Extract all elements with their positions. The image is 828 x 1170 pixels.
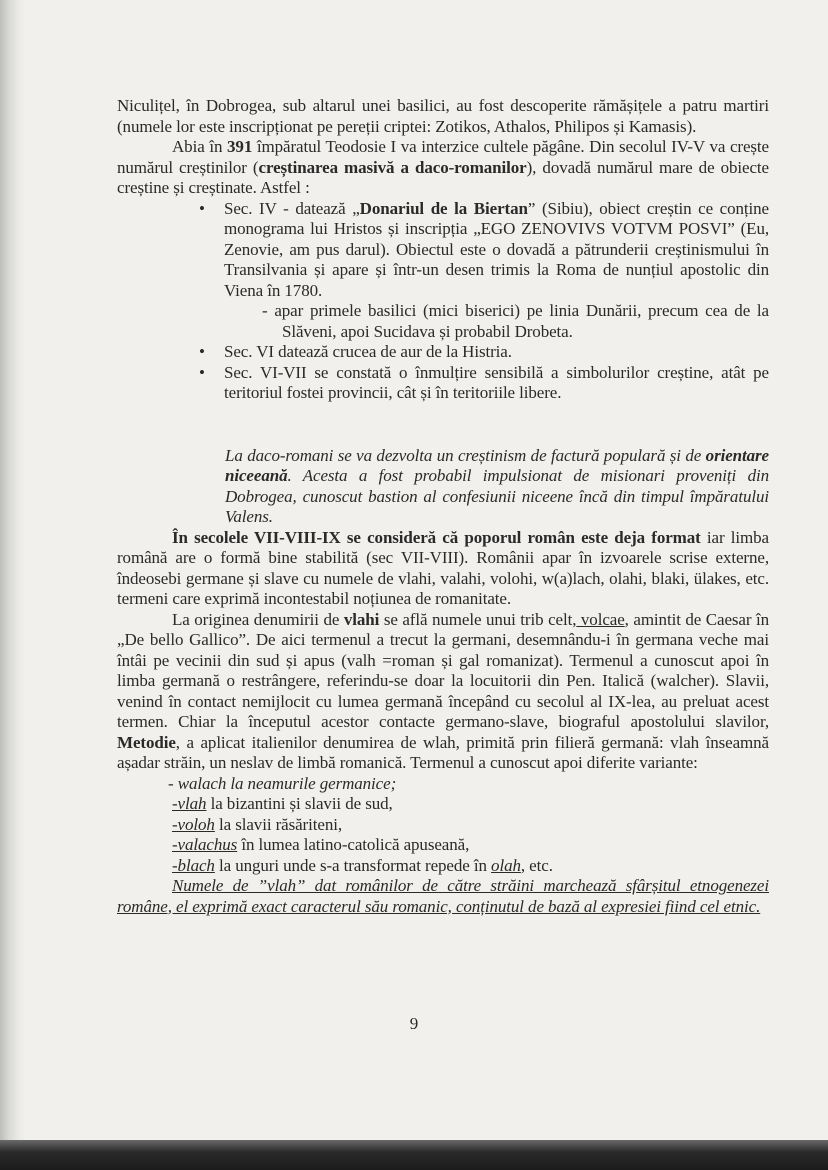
underlined-term: volcae (576, 609, 625, 629)
bold-phrase: În secolele VII-VIII-IX se consideră că poporul român este deja format (172, 527, 701, 547)
page-number: 9 (409, 1014, 419, 1033)
variant-term: -vlah (172, 794, 207, 813)
bold-phrase: Metodie (117, 732, 176, 752)
sub-item-basilici (262, 301, 769, 342)
bullet-icon: • (199, 342, 205, 361)
closing-statement (117, 876, 769, 917)
text-run: Sec. VI datează crucea de aur de la Histria. (224, 342, 512, 361)
text-run: se află numele unui trib celt, (379, 609, 577, 629)
text-run: , amintit de Caesar în „De bello Gallico”. De aici termenul a trecut la germani, desemnându-i în germana veche mai întâi pe vecinii din sud și apus (valh =roman și gal romanizat). Termenul a cunoscut apoi în limba germană o restrângere, referindu-se doar la locuitorii din Pen. Italică (walcher). Slavii, venind în contact nemijlocit cu lumea germană începând cu secolul al IX-lea, au preluat acest termen. Chiar la începutul acestor contacte germano-slave, biograful apostolului slavilor, (117, 609, 769, 731)
text-run: la bizantini și slavii de sud, (206, 794, 393, 813)
text-run: Sec. IV - datează „ (224, 198, 360, 218)
bold-phrase: Donariul de la Biertan (359, 198, 528, 218)
paragraph-teodosie (117, 137, 769, 199)
bullet-list (117, 342, 769, 404)
italic-quote (225, 446, 769, 528)
text-run: ), dovadă numărul mare de obiecte creștine și creștinate. Astfel : (117, 157, 769, 197)
text-run: Abia în (172, 137, 228, 156)
bullet-icon: • (199, 362, 205, 382)
paragraph-secolele (117, 528, 769, 610)
bullet-item-sec-vi (199, 342, 769, 363)
year-391: 391 (227, 137, 253, 156)
bold-phrase: creștinarea masivă a daco-romanilor (258, 157, 527, 177)
variant-item (117, 794, 769, 815)
bold-phrase: orientare niceeană (225, 445, 769, 485)
variant-term: -voloh (172, 814, 215, 834)
text-run: la slavii răsăriteni, (214, 814, 342, 834)
variant-item (117, 774, 769, 795)
page-body (117, 96, 769, 917)
text-run: . Acesta a fost probabil impulsionat de misionari proveniți din Dobrogea, cunoscut bastion al confesiunii niceene încă din timpul împăratului Valens. (225, 466, 769, 526)
variant-item (117, 835, 769, 856)
text-run: împăratul Teodosie I va interzice cultele păgâne. Din secolul IV-V va crește numărul creștinilor ( (117, 137, 769, 177)
text-run: ” (Sibiu), obiect creștin ce conține monograma lui Hristos și inscripția „EGO ZENOVIVS VOTVM POSVI” (Eu, Zenovie, am pus darul). Obiectul este o dovadă a pătrunderii creștinismului în Transilvania și apare și într-un desen trimis la Roma de nunțiul apostolic din Viena în 1780. (224, 198, 769, 300)
text-run: , a aplicat italienilor denumirea de wlah, primită prin filieră germană: vlah înseamnă așadar străin, un neslav de limbă romanică. Termenul a cunoscut apoi diferite variante: (117, 732, 769, 772)
bullet-item-sec-vi-vii (199, 362, 769, 404)
variant-term: olah (491, 855, 521, 875)
variant-term: -valachus (172, 835, 238, 854)
scan-edge-shadow (0, 0, 26, 1140)
bullet-icon: • (199, 198, 205, 218)
text-run: la unguri unde s-a transformat repede în (214, 855, 492, 875)
text-run: Numele de ”vlah” dat românilor de către străini marchează sfârșitul etnogenezei române, el exprimă exact caracterul său romanic, conținutul de bază al expresiei fiind cel etnic. (117, 876, 769, 916)
variant-item (117, 815, 769, 836)
variant-term: - walach la neamurile germanice; (168, 773, 397, 793)
variant-list (117, 774, 769, 877)
paragraph-originea (117, 610, 769, 774)
text-run: - apar primele basilici (mici biserici) pe linia Dunării, precum cea de la Slăveni, apoi Sucidava și probabil Drobeta. (262, 301, 769, 341)
bullet-list (117, 199, 769, 302)
bold-phrase: vlahi (343, 609, 380, 629)
paragraph-niculitel: Niculițel, în Dobrogea, sub altarul unei basilici, au fost descoperite rămășițele a patru martiri (numele lor este inscripționat pe pereții criptei: Zotikos, Athalos, Philipos și Kamasis). (117, 96, 769, 136)
text-run: La daco-romani se va dezvolta un creștinism de factură populară și de (225, 445, 706, 465)
text-run: La originea denumirii de (172, 609, 344, 629)
variant-term: -blach (172, 855, 215, 875)
text-run: , etc. (520, 855, 553, 875)
bullet-item-sec-iv (199, 198, 769, 302)
scan-bottom-edge (0, 1140, 828, 1170)
variant-item (117, 856, 769, 877)
text-run: Sec. VI-VII se constată o înmulțire sensibilă a simbolurilor creștine, atât pe teritoriul fostei provincii, cât și în teritoriile libere. (224, 362, 769, 402)
text-run: iar limba română are o formă bine stabilită (sec VII-VIII). Românii apar în izvoarele scrise externe, îndeosebi germane și slave cu numele de vlahi, valahi, volohi, w(a)lach, olahi, blaki, ülakes, etc. termeni care exprimă incontestabil noțiunea de romanitate. (117, 527, 769, 608)
text-run: în lumea latino-catolică apuseană, (237, 835, 470, 854)
